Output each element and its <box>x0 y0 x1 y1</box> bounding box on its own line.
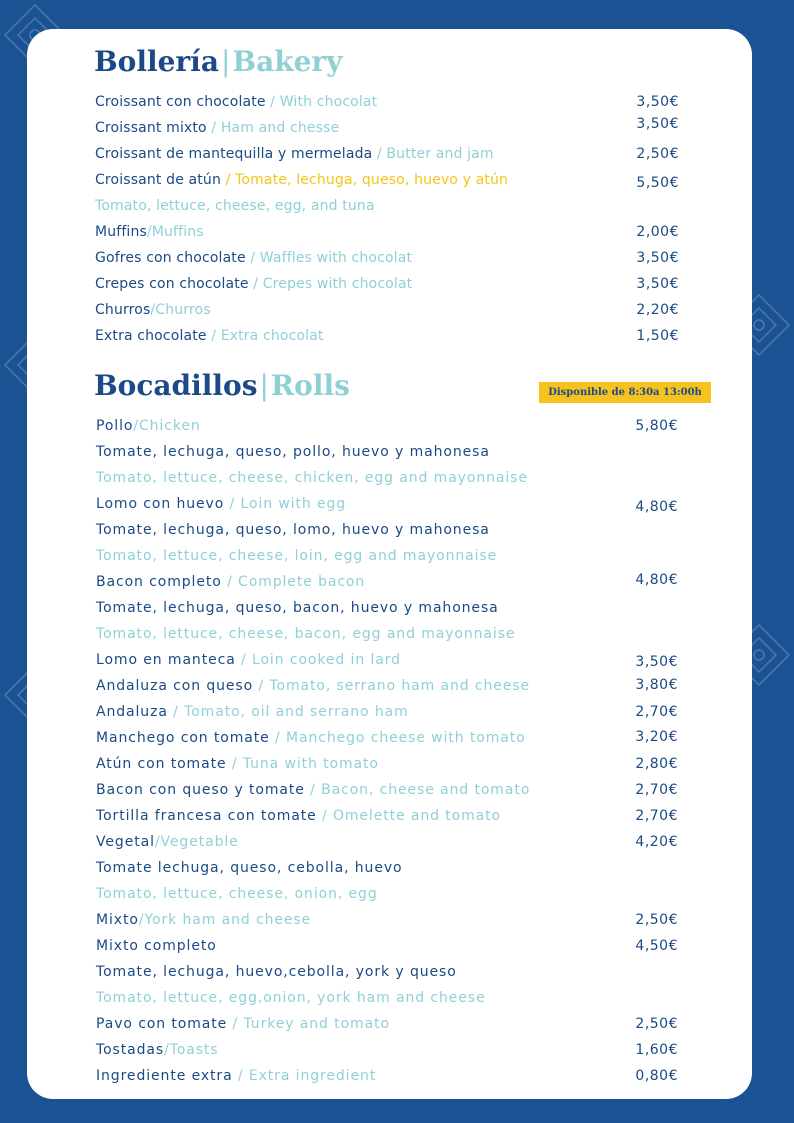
item-price: 2,00€ <box>636 224 679 240</box>
item-name-es: Tomate lechuga, queso, cebolla, huevo <box>96 860 403 876</box>
item-price <box>588 623 678 645</box>
item-price <box>589 195 679 217</box>
menu-item <box>96 623 515 645</box>
menu-item <box>96 519 490 541</box>
menu-item <box>96 831 239 853</box>
menu-item <box>96 675 530 697</box>
item-name-es: Lomo con huevo <box>96 496 225 512</box>
bakery-title <box>94 46 342 78</box>
menu-item <box>96 493 346 515</box>
item-price: 1,60€ <box>635 1042 678 1058</box>
item-price: 4,80€ <box>635 499 678 515</box>
item-name-en: Tuna with tomato <box>242 756 379 772</box>
item-price: 2,80€ <box>635 756 678 772</box>
item-name-es: Atún con tomate <box>96 756 227 772</box>
item-name-en: Complete bacon <box>238 574 366 590</box>
item-separator: / <box>224 496 241 512</box>
item-name-es: Croissant de atún <box>95 172 221 188</box>
item-name-en: Manchego cheese with tomato <box>286 730 526 746</box>
item-name-en: Omelette and tomato <box>332 808 501 824</box>
item-price: 2,70€ <box>635 704 678 720</box>
item-name-en: Crepes with chocolat <box>262 276 413 292</box>
item-name-es: Extra chocolate <box>95 328 207 344</box>
item-price <box>588 441 678 463</box>
menu-item <box>96 753 379 775</box>
item-separator: / <box>167 704 185 720</box>
menu-item <box>96 467 528 489</box>
item-name-es: Pavo con tomate <box>96 1016 228 1032</box>
item-price: 3,50€ <box>635 654 678 670</box>
menu-item <box>95 195 375 217</box>
item-price: 3,20€ <box>635 729 678 745</box>
menu-item <box>95 169 508 191</box>
item-separator: / <box>226 756 243 772</box>
item-name-es: Muffins <box>95 224 147 240</box>
item-name-es: Croissant con chocolate <box>95 94 266 110</box>
item-separator: / <box>227 1016 244 1032</box>
item-separator: / <box>146 224 152 240</box>
item-price <box>588 961 678 983</box>
item-name-en: Tomato, lettuce, cheese, chicken, egg and mayonnaise <box>96 470 528 486</box>
menu-item <box>96 935 217 957</box>
menu-item <box>96 1013 390 1035</box>
item-name-es: Tomate, lechuga, huevo,cebolla, york y queso <box>96 964 457 980</box>
bakery-title-en: Bakery <box>232 45 343 78</box>
availability-badge: Disponible de 8:30a 13:00h <box>539 382 711 403</box>
item-separator: / <box>164 1042 170 1058</box>
rolls-title-en: Rolls <box>270 369 350 402</box>
item-name-en: Waffles with chocolat <box>259 250 413 266</box>
item-name-en: Loin cooked in lard <box>252 652 401 668</box>
item-name-en: Tomato, lettuce, cheese, loin, egg and mayonnaise <box>96 548 498 564</box>
item-price <box>588 857 678 879</box>
item-price <box>588 467 678 489</box>
item-name-es: Tostadas <box>96 1042 165 1058</box>
item-price: 1,50€ <box>636 328 679 344</box>
menu-item <box>96 909 311 931</box>
item-price: 2,50€ <box>635 912 678 928</box>
item-price <box>588 883 678 905</box>
menu-item <box>96 597 499 619</box>
item-separator: / <box>232 1068 249 1084</box>
item-name-es: Mixto completo <box>96 938 217 954</box>
item-separator: / <box>220 172 236 188</box>
item-name-en: Tomate, lechuga, queso, huevo y atún <box>235 172 509 188</box>
item-name-es: Tomate, lechuga, queso, pollo, huevo y mahonesa <box>96 444 490 460</box>
item-name-en: Butter and jam <box>386 146 494 162</box>
item-name-en: Chicken <box>138 418 201 434</box>
item-price: 5,80€ <box>635 418 678 434</box>
item-price: 2,20€ <box>636 302 679 318</box>
item-separator: / <box>269 730 287 746</box>
item-separator: / <box>265 94 280 110</box>
item-separator: / <box>133 418 139 434</box>
item-name-es: Bacon con queso y tomate <box>96 782 305 798</box>
item-price: 3,50€ <box>636 276 679 292</box>
item-separator: / <box>154 834 161 850</box>
item-price: 5,50€ <box>636 175 679 191</box>
item-name-es: Mixto <box>96 912 139 928</box>
item-price: 3,80€ <box>635 677 678 693</box>
item-name-es: Churros <box>95 302 151 318</box>
title-separator: | <box>259 369 269 402</box>
menu-item <box>95 299 211 321</box>
item-name-en: Loin with egg <box>240 496 347 512</box>
menu-item <box>96 701 409 723</box>
item-name-en: Bacon, cheese and tomato <box>321 782 531 798</box>
item-price: 3,50€ <box>636 116 679 132</box>
menu-item <box>95 143 494 165</box>
item-price: 3,50€ <box>636 94 679 110</box>
item-name-es: Tomate, lechuga, queso, bacon, huevo y mahonesa <box>96 600 499 616</box>
item-name-en: Extra chocolat <box>220 328 324 344</box>
item-price <box>588 545 678 567</box>
menu-item <box>96 883 378 905</box>
item-name-en: Tomato, oil and serrano ham <box>184 704 409 720</box>
bakery-title-es: Bollería <box>94 45 219 78</box>
item-name-en: Tomato, lettuce, cheese, egg, and tuna <box>95 198 375 214</box>
item-price <box>588 519 678 541</box>
menu-item <box>96 727 526 749</box>
item-name-es: Vegetal <box>96 834 155 850</box>
menu-item <box>95 247 412 269</box>
menu-item <box>96 441 490 463</box>
menu-item <box>96 779 530 801</box>
item-name-es: Ingrediente extra <box>96 1068 233 1084</box>
item-separator: / <box>372 146 387 162</box>
item-name-en: York ham and cheese <box>144 912 312 928</box>
item-name-en: Tomato, lettuce, cheese, bacon, egg and mayonnaise <box>96 626 516 642</box>
item-name-es: Crepes con chocolate <box>95 276 249 292</box>
item-price: 2,50€ <box>636 146 679 162</box>
item-separator: / <box>221 574 239 590</box>
item-name-en: Ham and chesse <box>220 120 340 136</box>
item-name-es: Tortilla francesa con tomate <box>96 808 317 824</box>
item-name-en: Vegetable <box>160 834 239 850</box>
item-name-es: Manchego con tomate <box>96 730 270 746</box>
item-separator: / <box>206 120 221 136</box>
item-price: 4,50€ <box>635 938 678 954</box>
item-price: 4,20€ <box>635 834 678 850</box>
item-separator: / <box>138 912 145 928</box>
menu-item <box>96 987 485 1009</box>
item-name-en: With chocolat <box>279 94 378 110</box>
item-separator: / <box>150 302 156 318</box>
menu-item <box>95 117 339 139</box>
menu-item <box>96 857 402 879</box>
menu-item <box>96 415 201 437</box>
item-price <box>588 987 678 1009</box>
menu-item <box>95 273 412 295</box>
item-price: 3,50€ <box>636 250 679 266</box>
item-name-en: Turkey and tomato <box>243 1016 390 1032</box>
menu-item <box>96 545 497 567</box>
item-price: 2,50€ <box>635 1016 678 1032</box>
title-separator: | <box>220 45 231 78</box>
item-separator: / <box>253 678 270 694</box>
item-name-en: Extra ingredient <box>248 1068 377 1084</box>
rolls-title-es: Bocadillos <box>94 369 258 402</box>
item-name-es: Andaluza <box>96 704 168 720</box>
menu-item <box>96 805 501 827</box>
rolls-title <box>94 370 350 402</box>
item-separator: / <box>316 808 333 824</box>
menu-item <box>95 221 204 243</box>
item-name-en: Tomato, lettuce, cheese, onion, egg <box>96 886 378 902</box>
item-name-en: Tomato, serrano ham and cheese <box>269 678 530 694</box>
item-price: 0,80€ <box>635 1068 678 1084</box>
item-name-es: Croissant de mantequilla y mermelada <box>95 146 373 162</box>
item-name-es: Tomate, lechuga, queso, lomo, huevo y mahonesa <box>96 522 490 538</box>
item-separator: / <box>206 328 221 344</box>
item-separator: / <box>248 276 263 292</box>
item-name-es: Pollo <box>96 418 134 434</box>
item-price <box>588 597 678 619</box>
item-name-es: Gofres con chocolate <box>95 250 246 266</box>
menu-item <box>96 961 457 983</box>
item-name-es: Croissant mixto <box>95 120 207 136</box>
menu-item <box>96 571 365 593</box>
item-price: 2,70€ <box>635 808 678 824</box>
menu-item <box>96 1065 376 1087</box>
item-name-en: Muffins <box>151 224 204 240</box>
item-name-en: Toasts <box>169 1042 219 1058</box>
item-separator: / <box>235 652 253 668</box>
item-price: 2,70€ <box>635 782 678 798</box>
menu-item <box>96 649 401 671</box>
menu-item <box>96 1039 218 1061</box>
item-name-es: Lomo en manteca <box>96 652 236 668</box>
item-separator: / <box>245 250 260 266</box>
item-name-es: Andaluza con queso <box>96 678 254 694</box>
menu-item <box>95 91 377 113</box>
item-name-en: Churros <box>155 302 211 318</box>
item-name-en: Tomato, lettuce, egg,onion, york ham and cheese <box>96 990 486 1006</box>
item-price: 4,80€ <box>635 572 678 588</box>
item-separator: / <box>304 782 322 798</box>
menu-item <box>95 325 324 347</box>
item-name-es: Bacon completo <box>96 574 222 590</box>
